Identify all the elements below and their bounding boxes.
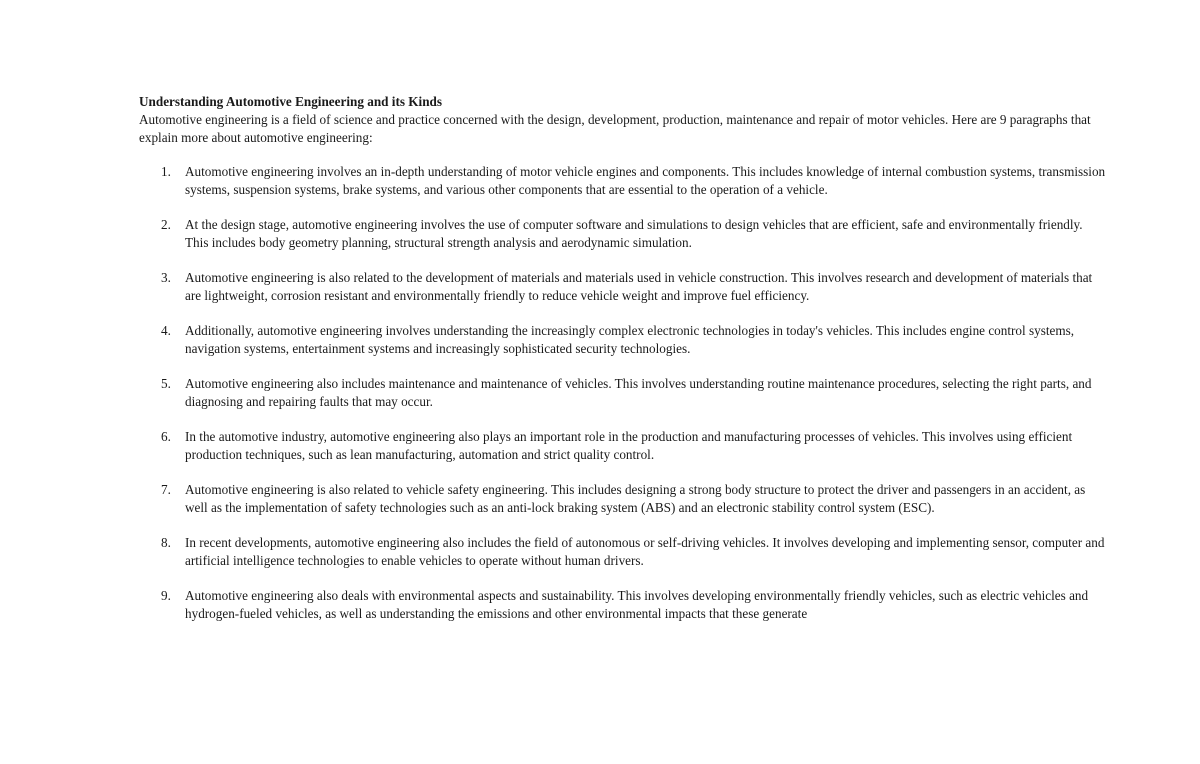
list-item <box>139 587 1109 623</box>
list-item-text: Automotive engineering also deals with environmental aspects and sustainability. This involves developing environmentally friendly vehicles, such as electric vehicles and hydrogen-fueled vehicles, as well as understanding the emissions and other environmental impacts that these generate <box>185 588 1089 621</box>
list-item-number: 4. <box>161 323 171 338</box>
list-item <box>139 163 1109 199</box>
list-item <box>139 534 1109 570</box>
list-item-number: 3. <box>161 270 171 285</box>
intro-paragraph: Automotive engineering is a field of science and practice concerned with the design, development, production, maintenance and repair of motor vehicles. Here are 9 paragraphs that explain more about automotive engineering: <box>139 112 1091 145</box>
list-item-text: Additionally, automotive engineering involves understanding the increasingly complex electronic technologies in today's vehicles. This includes engine control systems, navigation systems, entertainment systems and increasingly sophisticated security technologies. <box>185 323 1075 356</box>
list-item <box>139 428 1109 464</box>
list-item-number: 7. <box>161 482 171 497</box>
list-item-number: 1. <box>161 164 171 179</box>
document-title: Understanding Automotive Engineering and its Kinds <box>139 94 443 109</box>
list-item-number: 5. <box>161 376 171 391</box>
list-item <box>139 481 1109 517</box>
document-body <box>139 93 1109 640</box>
list-item <box>139 269 1109 305</box>
list-item-text: Automotive engineering involves an in-depth understanding of motor vehicle engines and components. This includes knowledge of internal combustion systems, transmission systems, suspension systems, brake systems, and various other components that are essential to the operation of a vehicle. <box>185 164 1106 197</box>
list-item-number: 6. <box>161 429 171 444</box>
list-item-text: Automotive engineering is also related to the development of materials and materials used in vehicle construction. This involves research and development of materials that are lightweight, corrosion resistant and environmentally friendly to reduce vehicle weight and improve fuel efficiency. <box>185 270 1093 303</box>
list-item-text: Automotive engineering also includes maintenance and maintenance of vehicles. This involves understanding routine maintenance procedures, selecting the right parts, and diagnosing and repairing faults that may occur. <box>185 376 1092 409</box>
numbered-list <box>139 163 1109 623</box>
list-item-text: In the automotive industry, automotive engineering also plays an important role in the production and manufacturing processes of vehicles. This involves using efficient production techniques, such as lean manufacturing, automation and strict quality control. <box>185 429 1073 462</box>
list-item <box>139 322 1109 358</box>
list-item-text: At the design stage, automotive engineering involves the use of computer software and simulations to design vehicles that are efficient, safe and environmentally friendly. This includes body geometry planning, structural strength analysis and aerodynamic simulation. <box>185 217 1083 250</box>
list-item-text: In recent developments, automotive engineering also includes the field of autonomous or self-driving vehicles. It involves developing and implementing sensor, computer and artificial intelligence technologies to enable vehicles to operate without human drivers. <box>185 535 1105 568</box>
list-item <box>139 216 1109 252</box>
list-item-number: 8. <box>161 535 171 550</box>
list-item <box>139 375 1109 411</box>
list-item-number: 9. <box>161 588 171 603</box>
list-item-number: 2. <box>161 217 171 232</box>
list-item-text: Automotive engineering is also related to vehicle safety engineering. This includes designing a strong body structure to protect the driver and passengers in an accident, as well as the implementation of safety technologies such as an anti-lock braking system (ABS) and an electronic stability control system (ESC). <box>185 482 1086 515</box>
